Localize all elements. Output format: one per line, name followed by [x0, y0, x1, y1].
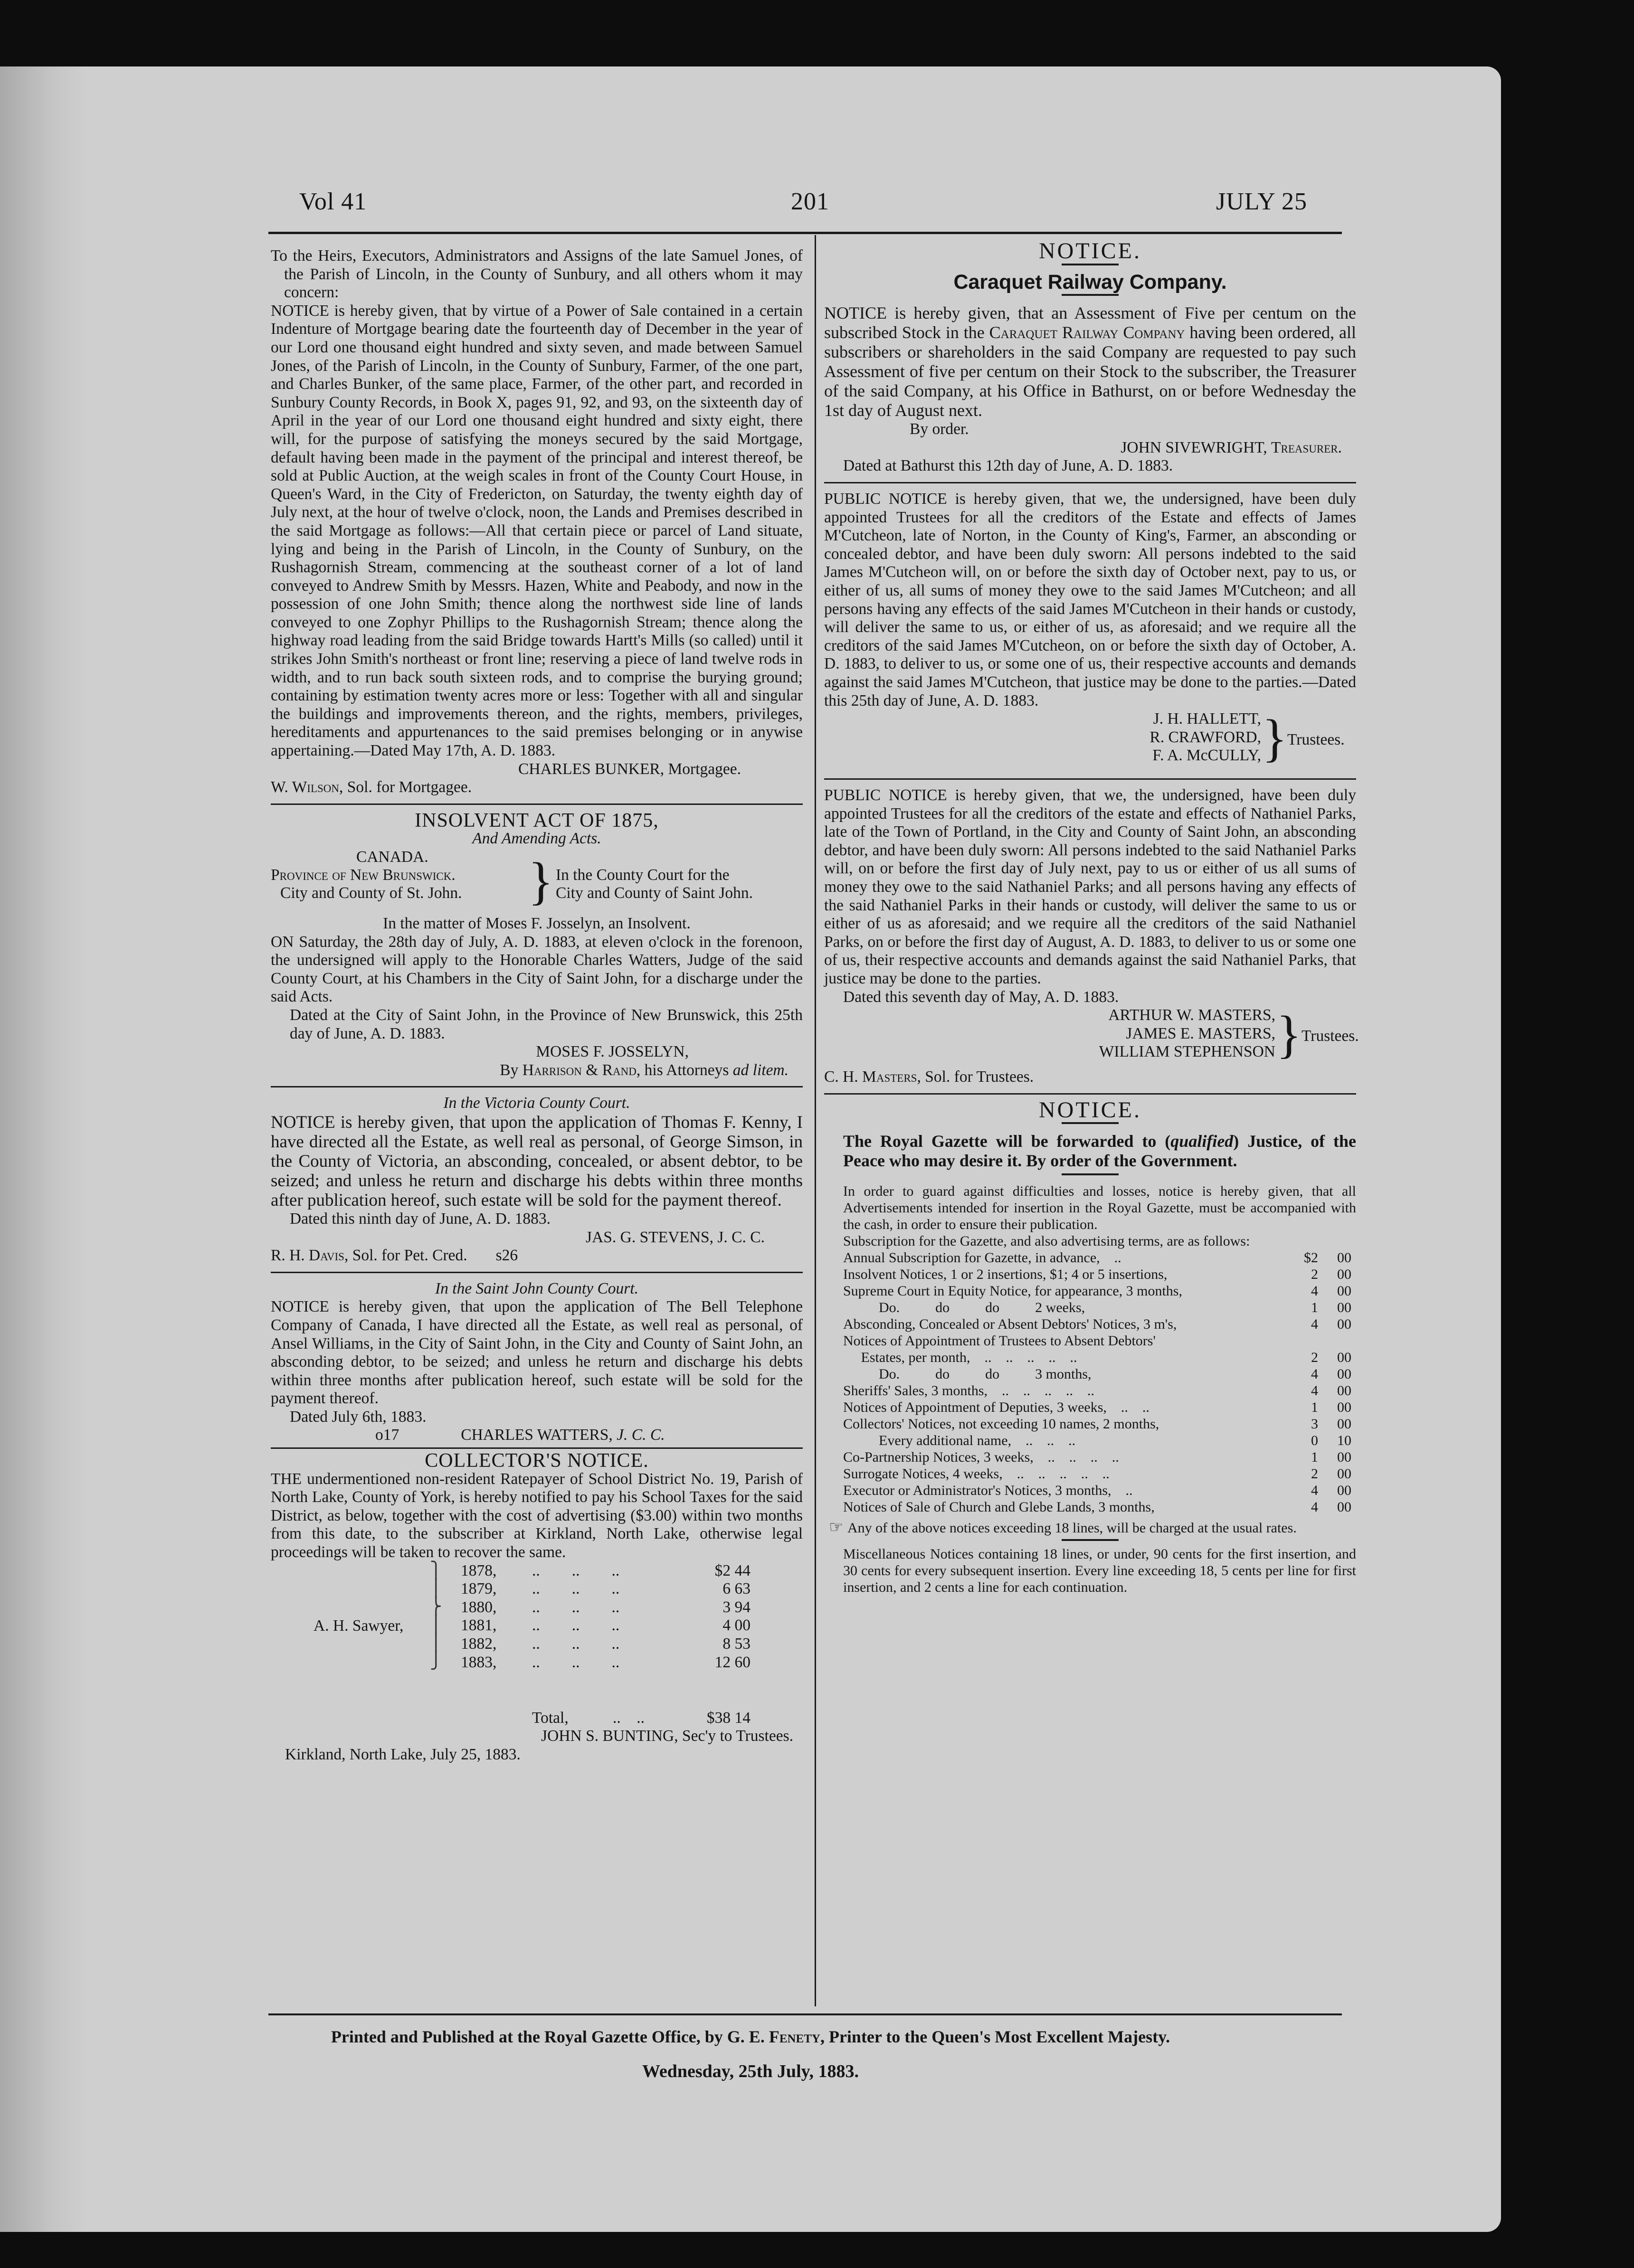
- tax-row: [461, 1635, 750, 1654]
- tax-brace: ⎫ ⎪ ⎬ ⎪ ⎪ ⎭: [430, 1561, 442, 1670]
- tax-amount: 8 53: [722, 1635, 750, 1653]
- left-column: [271, 247, 803, 1764]
- rate-label: Do. do do 3 months,: [843, 1366, 1092, 1382]
- court-line-2: City and County of Saint John.: [556, 884, 753, 902]
- trustee-name: F. A. McCULLY,: [1152, 747, 1261, 765]
- trustee-name: J. H. HALLETT,: [1153, 710, 1261, 728]
- canada-label: CANADA.: [356, 848, 428, 866]
- rate-dollars: 0: [1311, 1433, 1318, 1449]
- exceeding-note: [824, 1519, 1356, 1536]
- solicitor-name: Masters: [862, 1068, 917, 1086]
- short-rule: [1062, 1122, 1119, 1124]
- stjohn-court-title: In the Saint John County Court.: [435, 1279, 639, 1297]
- victoria-court-title: In the Victoria County Court.: [443, 1094, 630, 1112]
- collector-signature: JOHN S. BUNTING, Sec'y to Trustees.: [541, 1727, 793, 1745]
- rate-cents: 00: [1337, 1350, 1351, 1366]
- rate-dollars: 2: [1311, 1466, 1318, 1482]
- trustees-label: Trustees.: [1287, 731, 1345, 749]
- rate-dollars: 4: [1311, 1499, 1318, 1515]
- ratepayer-name: A. H. Sawyer,: [314, 1616, 404, 1635]
- rate-cents: [1318, 1332, 1351, 1349]
- volume-label: Vol 41: [299, 188, 367, 215]
- printer-name: Fenety: [769, 2027, 820, 2046]
- rate-label: Supreme Court in Equity Notice, for appearance, 3 months,: [843, 1283, 1182, 1299]
- victoria-body: NOTICE is hereby given, that upon the application of Thomas F. Kenny, I have directed all the Estate, as well real as personal, of George Simson, in the County of Victoria, an absconding, concealed, or absent debtor, to be seized; and unless he return and discharge his debts within three months after publication hereof, such estate will be sold for the payment thereof.: [271, 1112, 803, 1210]
- tax-amount: 3 94: [722, 1598, 750, 1616]
- rate-dollars: [1275, 1332, 1318, 1349]
- brace: }: [528, 852, 553, 910]
- rate-table: [824, 1249, 1356, 1515]
- jurisdiction-block: [271, 848, 803, 915]
- publication-date: Wednesday, 25th July, 1883.: [642, 2061, 859, 2081]
- rate-label: Do. do do 2 weeks,: [843, 1300, 1085, 1316]
- total-dots: .. ..: [613, 1709, 645, 1727]
- total-label: Total,: [532, 1709, 569, 1727]
- insertion-code: s26: [495, 1247, 518, 1265]
- insolvent-title: INSOLVENT ACT OF 1875,: [415, 809, 659, 832]
- brace: }: [1262, 709, 1287, 767]
- trustee-names: [1090, 710, 1261, 765]
- rate-cents: 00: [1337, 1466, 1351, 1482]
- rate-row: [843, 1349, 1351, 1366]
- exceeding-text: Any of the above notices exceeding 18 lines, will be charged at the usual rates.: [847, 1520, 1297, 1536]
- trustee-name: R. CRAWFORD,: [1150, 728, 1261, 746]
- binding-shadow: [0, 66, 86, 2232]
- parks-solicitor: [824, 1068, 1356, 1087]
- right-column: [824, 238, 1359, 1596]
- rate-dollars: 1: [1311, 1399, 1318, 1416]
- tax-row: [461, 1562, 750, 1580]
- victoria-signature: JAS. G. STEVENS, J. C. C.: [586, 1228, 765, 1246]
- insolvent-signature: MOSES F. JOSSELYN,: [536, 1043, 689, 1061]
- parks-notice: PUBLIC NOTICE is hereby given, that we, the undersigned, have been duly appointed Trustees for all the creditors of the estate and effects of Nathaniel Parks, late of the Town of Portland, in the City and County of Saint John, an absconding debtor, and have been duly sworn: All persons indebted to the said Nathaniel Parks will, on or before the first day of July next, pay to us or either of us all sums of money they owe to the said Nathaniel Parks; and all persons having any effects of the said Nathaniel Parks in their hands or custody, will deliver the same to us or either of us as aforesaid; and we require all the creditors of the said Nathaniel Parks, on or before the first day of August, A. D. 1883, to deliver to us or some one of us, their respective accounts and demands against the said Nathaniel Parks, that justice may be done to the parties.: [824, 786, 1356, 988]
- tax-rows: [461, 1562, 750, 1672]
- rate-dollars: 4: [1311, 1483, 1318, 1499]
- caraquet-dated: Dated at Bathurst this 12th day of June, A. D. 1883.: [843, 457, 1173, 475]
- solicitor-name: W. Wilson: [271, 778, 340, 796]
- caraquet-title: Caraquet Railway Company.: [953, 270, 1227, 293]
- insolvent-subtitle: And Amending Acts.: [472, 830, 601, 848]
- leader-dots: .. .. ..: [532, 1616, 620, 1635]
- tax-year: 1882,: [461, 1635, 497, 1653]
- leader-dots: .. .. ..: [532, 1653, 620, 1671]
- rate-row: [843, 1249, 1351, 1266]
- rate-row: [843, 1266, 1351, 1283]
- rate-row: [843, 1416, 1351, 1432]
- tax-amount: $2 44: [714, 1561, 750, 1579]
- rate-dollars: 4: [1311, 1316, 1318, 1332]
- notice-heading: NOTICE.: [1039, 238, 1141, 264]
- issue-date: JULY 25: [1216, 188, 1307, 215]
- tax-row: [461, 1580, 750, 1598]
- rate-dollars: 1: [1311, 1300, 1318, 1316]
- gazette-text-a: The Royal Gazette will be forwarded to (: [843, 1132, 1171, 1151]
- imprint-a: Printed and Published at the Royal Gazette Office, by G. E.: [331, 2027, 769, 2046]
- separator: [824, 778, 1356, 780]
- caraquet-text-a: NOTICE is hereby given, that an Assessment of Five per centum on the subscribed Stock in the: [824, 303, 1356, 342]
- rate-cents: 00: [1337, 1383, 1351, 1399]
- tax-year: 1883,: [461, 1653, 497, 1671]
- tax-row: [461, 1616, 750, 1635]
- tax-amount: 4 00: [722, 1616, 750, 1635]
- rate-dollars: 2: [1311, 1350, 1318, 1366]
- solicitor-name: R. H. Davis: [271, 1247, 344, 1265]
- rate-row: [843, 1382, 1351, 1399]
- separator: [271, 1447, 803, 1449]
- rate-dollars: 4: [1311, 1383, 1318, 1399]
- short-rule: [1062, 294, 1119, 296]
- rate-cents: 00: [1337, 1416, 1351, 1432]
- trustees-label: Trustees.: [1302, 1027, 1359, 1045]
- tax-table: [271, 1562, 803, 1704]
- rate-row: [843, 1332, 1351, 1349]
- caraquet-text-b: having been ordered, all subscribers or shareholders in the said Company are requested to pay such Assessment of five per centum on their Stock to the subscriber, the Treasurer of the said Company, at his Office in Bathurst, on or before Wednesday the 1st day of August next.: [824, 323, 1356, 420]
- city-county-label: City and County of St. John.: [280, 884, 462, 902]
- stjohn-signature-line: [271, 1426, 803, 1445]
- trustee-name: JAMES E. MASTERS,: [1126, 1024, 1275, 1042]
- tax-amount: 12 60: [714, 1653, 750, 1671]
- gazette-forwarding: [824, 1132, 1356, 1171]
- rate-row: [843, 1283, 1351, 1299]
- rate-dollars: 4: [1311, 1283, 1318, 1299]
- rate-row: [843, 1449, 1351, 1465]
- stjohn-dated: Dated July 6th, 1883.: [290, 1408, 427, 1426]
- rate-dollars: 1: [1311, 1449, 1318, 1465]
- rate-label: Notices of Sale of Church and Glebe Lands, 3 months,: [843, 1499, 1155, 1515]
- solicitor-initials: C. H.: [824, 1068, 863, 1086]
- solicitor-role: , Sol. for Trustees.: [917, 1068, 1034, 1086]
- rate-cents: 00: [1337, 1283, 1351, 1299]
- leader-dots: .. .. ..: [532, 1580, 620, 1598]
- rate-cents: 00: [1337, 1499, 1351, 1515]
- rate-label: Notices of Appointment of Trustees to Absent Debtors': [843, 1333, 1156, 1349]
- rate-row: [843, 1499, 1351, 1515]
- rate-label: Estates, per month, .. .. .. .. ..: [843, 1350, 1077, 1366]
- heirs-signature: CHARLES BUNKER, Mortgagee.: [518, 760, 741, 778]
- stjohn-body: NOTICE is hereby given, that upon the application of The Bell Telephone Company of Canada, I have directed all the Estate, as well real as personal, of Ansel Williams, in the City of Saint John, in the City and County of Saint John, an absconding debtor, to be seized; and unless he return and discharge his debts within three months after publication hereof, such estate will be sold for the payment thereof.: [271, 1298, 803, 1408]
- victoria-solicitor: [271, 1247, 803, 1265]
- rate-row: [843, 1366, 1351, 1382]
- rate-row: [843, 1432, 1351, 1449]
- rate-cents: 00: [1337, 1266, 1351, 1283]
- rate-dollars: 3: [1311, 1416, 1318, 1432]
- rate-cents: 00: [1337, 1449, 1351, 1465]
- separator: [271, 1086, 803, 1087]
- separator: [824, 1093, 1356, 1095]
- gazette-subscription: Subscription for the Gazette, and also advertising terms, are as follows:: [843, 1233, 1250, 1249]
- gazette-text-b: ) Justice, of the Peace who may desire it. By order of the Government.: [843, 1132, 1356, 1171]
- tax-amount: 6 63: [722, 1580, 750, 1598]
- gazette-notice-heading: NOTICE.: [1039, 1097, 1141, 1123]
- mccutcheon-trustees: [824, 710, 1356, 772]
- rate-cents: 00: [1337, 1250, 1351, 1266]
- parks-dated: Dated this seventh day of May, A. D. 1883.: [843, 988, 1119, 1006]
- tax-year: 1881,: [461, 1616, 497, 1635]
- insolvent-body: ON Saturday, the 28th day of July, A. D. 1883, at eleven o'clock in the forenoon, the undersigned will apply to the Honorable Charles Watters, Judge of the said County Court, at his Chambers in the City of Saint John, for a discharge under the said Acts.: [271, 933, 803, 1006]
- misc-notices: Miscellaneous Notices containing 18 lines, or under, 90 cents for the first insertion, and 30 cents for every subsequent insertion. Every line exceeding 18, 5 cents per line for first insertion, and 2 cents a line for each continuation.: [843, 1546, 1356, 1596]
- collector-place-date: Kirkland, North Lake, July 25, 1883.: [285, 1745, 521, 1763]
- treasurer-name: JOHN SIVEWRIGHT,: [1121, 438, 1272, 456]
- attorney-role: , his Attorneys: [636, 1061, 733, 1079]
- tax-year: 1880,: [461, 1598, 497, 1616]
- caraquet-order: By order.: [910, 420, 969, 438]
- rate-row: [843, 1465, 1351, 1482]
- tax-year: 1879,: [461, 1580, 497, 1598]
- rate-dollars: 4: [1311, 1366, 1318, 1382]
- short-rule: [1062, 264, 1119, 265]
- judge-title: J. C. C.: [617, 1426, 665, 1444]
- insolvent-matter: In the matter of Moses F. Josselyn, an Insolvent.: [383, 915, 691, 932]
- header-rule: [268, 232, 1342, 234]
- rate-label: Collectors' Notices, not exceeding 10 names, 2 months,: [843, 1416, 1159, 1432]
- rate-row: [843, 1482, 1351, 1499]
- rate-row: [843, 1399, 1351, 1416]
- gazette-qualified: qualified: [1170, 1132, 1234, 1151]
- rate-label: Absconding, Concealed or Absent Debtors' Notices, 3 m's,: [843, 1316, 1177, 1332]
- insertion-code: o17: [375, 1426, 399, 1444]
- rate-dollars: 2: [1311, 1266, 1318, 1283]
- separator: [271, 1272, 803, 1273]
- parks-trustees: [824, 1005, 1359, 1068]
- caraquet-body: [824, 303, 1356, 420]
- tax-total-row: [461, 1709, 750, 1728]
- leader-dots: .. .. ..: [532, 1635, 620, 1653]
- attorney-prefix: By: [500, 1061, 522, 1079]
- pointing-hand-icon: ☞: [829, 1519, 847, 1537]
- brace: }: [1276, 1005, 1302, 1064]
- insolvent-attorneys: [271, 1061, 803, 1080]
- rate-cents: 00: [1337, 1300, 1351, 1316]
- attorney-name: Harrison & Rand: [522, 1061, 636, 1079]
- collector-title: COLLECTOR'S NOTICE.: [425, 1450, 649, 1472]
- rate-cents: 00: [1337, 1316, 1351, 1332]
- tax-year: 1878,: [461, 1561, 497, 1579]
- rate-row: [843, 1299, 1351, 1316]
- tax-row: [461, 1598, 750, 1617]
- court-line-1: In the County Court for the: [556, 866, 730, 884]
- imprint-line: [0, 2027, 1501, 2047]
- insolvent-dated: Dated at the City of Saint John, in the Province of New Brunswick, this 25th day of June, A. D. 1883.: [290, 1006, 803, 1042]
- rate-label: Notices of Appointment of Deputies, 3 weeks, .. ..: [843, 1399, 1150, 1416]
- rate-label: Annual Subscription for Gazette, in advance, ..: [843, 1250, 1121, 1266]
- separator: [824, 482, 1356, 483]
- rate-label: Executor or Administrator's Notices, 3 months, ..: [843, 1483, 1133, 1499]
- trustee-name: WILLIAM STEPHENSON: [1099, 1043, 1275, 1061]
- short-rule: [1062, 1173, 1119, 1175]
- attorney-latin: ad litem.: [732, 1061, 788, 1079]
- rate-cents: 00: [1337, 1483, 1351, 1499]
- heirs-address: To the Heirs, Executors, Administrators and Assigns of the late Samuel Jones, of the Parish of Lincoln, in the County of Sunbury, and all others whom it may concern:: [271, 247, 803, 302]
- rate-label: Sheriffs' Sales, 3 months, .. .. .. .. ..: [843, 1383, 1095, 1399]
- short-rule: [1062, 1539, 1119, 1541]
- rate-row: [843, 1316, 1351, 1332]
- solicitor-role: , Sol. for Mortgagee.: [339, 778, 472, 796]
- total-amount: $38 14: [706, 1709, 750, 1727]
- trustee-names: [1005, 1006, 1275, 1061]
- solicitor-role: , Sol. for Pet. Cred.: [344, 1247, 467, 1265]
- leader-dots: .. .. ..: [532, 1598, 620, 1616]
- province-label: Province of New Brunswick.: [271, 866, 456, 884]
- heirs-notice-body: NOTICE is hereby given, that by virtue of a Power of Sale contained in a certain Indenture of Mortgage bearing date the fourteenth day of December in the year of our Lord one thousand eight hundred and sixty seven, and made between Samuel Jones, of the Parish of Lincoln, in the County of Sunbury, Farmer, of the one part, and Charles Bunker, of the same place, Farmer, of the other part, and recorded in Sunbury County Records, in Book X, pages 91, 92, and 93, on the sixteenth day of April in the year of our Lord one thousand eight hundred and sixty eight, there will, for the purpose of satisfying the moneys secured by the said Mortgage, default having been made in the payment of the principal and interest thereof, be sold at Public Auction, at the weigh scales in front of the County Court House, in Queen's Ward, in the City of Fredericton, on Saturday, the twenty eighth day of July next, at the hour of twelve o'clock, noon, the Lands and Premises described in the said Mortgage as follows:—All that certain piece or parcel of Land situate, lying and being in the Parish of Lincoln, in the County of Sunbury, on the Rushagornish Stream, commencing at the southeast corner of a lot of land conveyed to Andrew Smith by Messrs. Hazen, White and Peabody, and now in the possession of one John Smith; thence along the northwest side line of lands conveyed to one Zophyr Phillips to the Rushagornish Stream; thence along the highway road leading from the said Bridge towards Hartt's Mills (so called) until it strikes John Smith's northeast or front line; reserving a piece of land twelve rods in width, and to run back south sixteen rods, and to comprise the burying ground; containing by estimation twenty acres more or less: Together with all and singular the buildings and improvements thereon, and the rights, members, privileges, hereditaments and appurtenances to the said premises belonging or in anywise appertaining.—Dated May 17th, A. D. 1883.: [271, 302, 803, 760]
- treasurer-title: Treasurer.: [1271, 438, 1342, 456]
- page-number: 201: [791, 188, 829, 215]
- rate-dollars: $2: [1304, 1250, 1318, 1266]
- tax-row: [461, 1654, 750, 1672]
- rate-cents: 00: [1337, 1366, 1351, 1382]
- mccutcheon-notice: PUBLIC NOTICE is hereby given, that we, the undersigned, have been duly appointed Trustees for all the creditors of the Estate and effects of James M'Cutcheon, late of Norton, in the County of King's, Farmer, an absconding or concealed debtor, and have been duly sworn: All persons indebted to the said James M'Cutcheon will, on or before the sixth day of October next, pay to us, or either of us, all sums of money they owe to the said James M'Cutcheon; and all persons having any effects of the said James M'Cutcheon in their hands or custody, will deliver the same to us, or either of us, as aforesaid; and we require all the creditors of the said James M'Cutcheon, on or before the sixth day of October, A. D. 1883, to deliver to us, or some one of us, their respective accounts and demands against the said James M'Cutcheon, that justice may be done to the parties.—Dated this 25th day of June, A. D. 1883.: [824, 490, 1356, 709]
- heirs-solicitor: [271, 778, 803, 797]
- bottom-rule: [268, 2013, 1342, 2015]
- caraquet-company: Caraquet Railway Company: [989, 323, 1185, 342]
- trustee-name: ARTHUR W. MASTERS,: [1108, 1006, 1275, 1024]
- victoria-dated: Dated this ninth day of June, A. D. 1883.: [290, 1210, 551, 1228]
- column-divider: [815, 235, 816, 2006]
- gazette-guard: In order to guard against difficulties and losses, notice is hereby given, that all Advertisements intended for insertion in the Royal Gazette, must be accompanied with the cash, in order to ensure their publication.: [843, 1183, 1356, 1233]
- rate-label: Insolvent Notices, 1 or 2 insertions, $1; 4 or 5 insertions,: [843, 1266, 1168, 1283]
- rate-label: Co-Partnership Notices, 3 weeks, .. .. .. ..: [843, 1449, 1119, 1465]
- rate-label: Every additional name, .. .. ..: [843, 1433, 1076, 1449]
- judge-name: CHARLES WATTERS,: [461, 1426, 617, 1444]
- imprint-b: , Printer to the Queen's Most Excellent Majesty.: [820, 2027, 1170, 2046]
- rate-cents: 10: [1337, 1433, 1351, 1449]
- caraquet-signature: [824, 439, 1356, 457]
- rate-cents: 00: [1337, 1399, 1351, 1416]
- separator: [271, 803, 803, 805]
- leader-dots: .. .. ..: [532, 1561, 620, 1579]
- collector-body: THE undermentioned non-resident Ratepayer of School District No. 19, Parish of North Lake, County of York, is hereby notified to pay his School Taxes for the said District, as below, together with the cost of advertising ($3.00) within two months from this date, to the subscriber at Kirkland, North Lake, otherwise legal proceedings will be taken to recover the same.: [271, 1470, 803, 1561]
- rate-label: Surrogate Notices, 4 weeks, .. .. .. .. ..: [843, 1466, 1110, 1482]
